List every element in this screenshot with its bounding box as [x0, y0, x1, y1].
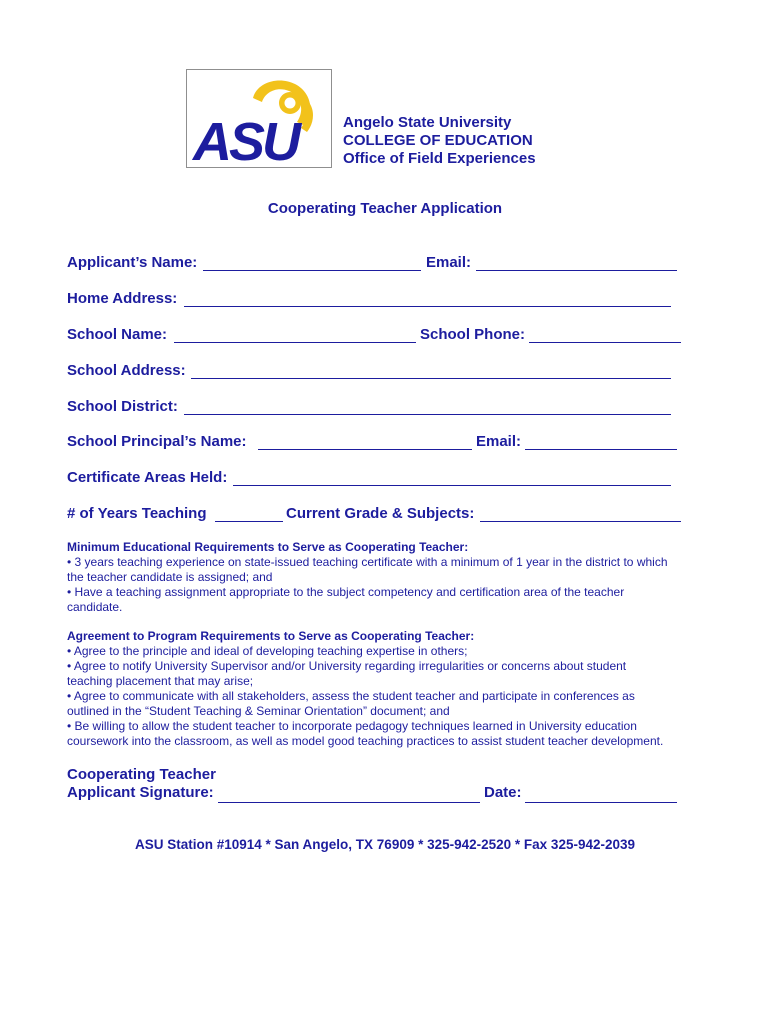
program-agreement-heading: Agreement to Program Requirements to Serve as Cooperating Teacher: — [67, 629, 475, 643]
institution-header — [343, 114, 536, 168]
principal-name-field[interactable] — [258, 449, 472, 450]
signature-section — [67, 766, 216, 802]
min-requirements-line: the teacher candidate is assigned; and — [67, 570, 273, 584]
signature-field[interactable] — [218, 802, 480, 803]
program-agreement-line: coursework into the classroom, as well as model good teaching practices to assist student teacher development. — [67, 734, 664, 748]
years-teaching-label: # of Years Teaching — [67, 505, 207, 522]
home-address-field[interactable] — [184, 306, 671, 307]
min-requirements-section — [67, 540, 727, 615]
row-school-address — [67, 362, 687, 382]
row-school-district — [67, 398, 687, 418]
school-name-label: School Name: — [67, 326, 168, 343]
program-agreement-line: • Be willing to allow the student teacher to incorporate pedagogy techniques learned in University education — [67, 719, 637, 733]
program-agreement-line: • Agree to the principle and ideal of developing teaching expertise in others; — [67, 644, 468, 658]
row-home-address — [67, 290, 687, 310]
applicant-name-label: Applicant’s Name: — [67, 254, 198, 271]
footer-contact: ASU Station #10914 * San Angelo, TX 76909 * 325-942-2520 * Fax 325-942-2039 — [134, 837, 636, 852]
grade-subjects-label: Current Grade & Subjects: — [286, 505, 475, 522]
school-phone-field[interactable] — [529, 342, 681, 343]
row-applicant — [67, 254, 687, 274]
min-requirements-line: • 3 years teaching experience on state-issued teaching certificate with a minimum of 1 year in the district to which — [67, 555, 668, 569]
home-address-label: Home Address: — [67, 290, 178, 307]
row-certificate — [67, 469, 687, 489]
min-requirements-line: candidate. — [67, 600, 123, 614]
program-agreement-line: • Agree to notify University Supervisor and/or University regarding irregularities or concerns about student — [67, 659, 627, 673]
college-name: COLLEGE OF EDUCATION — [343, 132, 533, 149]
min-requirements-heading: Minimum Educational Requirements to Serve as Cooperating Teacher: — [67, 540, 469, 554]
principal-email-label: Email: — [476, 433, 522, 450]
signature-label-line2: Applicant Signature: — [67, 784, 214, 801]
principal-name-label: School Principal’s Name: — [67, 433, 247, 450]
row-principal — [67, 433, 687, 453]
school-district-label: School District: — [67, 398, 178, 415]
date-label: Date: — [484, 784, 522, 801]
program-agreement-line: • Agree to communicate with all stakeholders, assess the student teacher and participate in conferences as — [67, 689, 635, 703]
certificate-areas-label: Certificate Areas Held: — [67, 469, 228, 486]
certificate-areas-field[interactable] — [233, 485, 671, 486]
form-title: Cooperating Teacher Application — [267, 200, 503, 217]
min-requirements-line: • Have a teaching assignment appropriate to the subject competency and certification area of the teacher — [67, 585, 625, 599]
row-school-name — [67, 326, 687, 346]
program-agreement-section — [67, 629, 727, 749]
email-field[interactable] — [476, 270, 677, 271]
program-agreement-line: outlined in the “Student Teaching & Seminar Orientation” document; and — [67, 704, 450, 718]
office-name: Office of Field Experiences — [343, 150, 536, 167]
school-phone-label: School Phone: — [420, 326, 525, 343]
school-address-label: School Address: — [67, 362, 186, 379]
program-agreement-line: teaching placement that may arise; — [67, 674, 254, 688]
applicant-name-field[interactable] — [203, 270, 421, 271]
row-years-grade — [67, 505, 687, 525]
years-teaching-field[interactable] — [215, 521, 283, 522]
school-name-field[interactable] — [174, 342, 416, 343]
date-field[interactable] — [525, 802, 677, 803]
grade-subjects-field[interactable] — [480, 521, 681, 522]
email-label: Email: — [426, 254, 472, 271]
principal-email-field[interactable] — [525, 449, 677, 450]
logo-lettering: ASU — [193, 112, 299, 167]
signature-label-line1: Cooperating Teacher — [67, 766, 216, 783]
university-name: Angelo State University — [343, 114, 512, 131]
asu-logo — [186, 69, 332, 168]
school-district-field[interactable] — [184, 414, 671, 415]
school-address-field[interactable] — [191, 378, 671, 379]
